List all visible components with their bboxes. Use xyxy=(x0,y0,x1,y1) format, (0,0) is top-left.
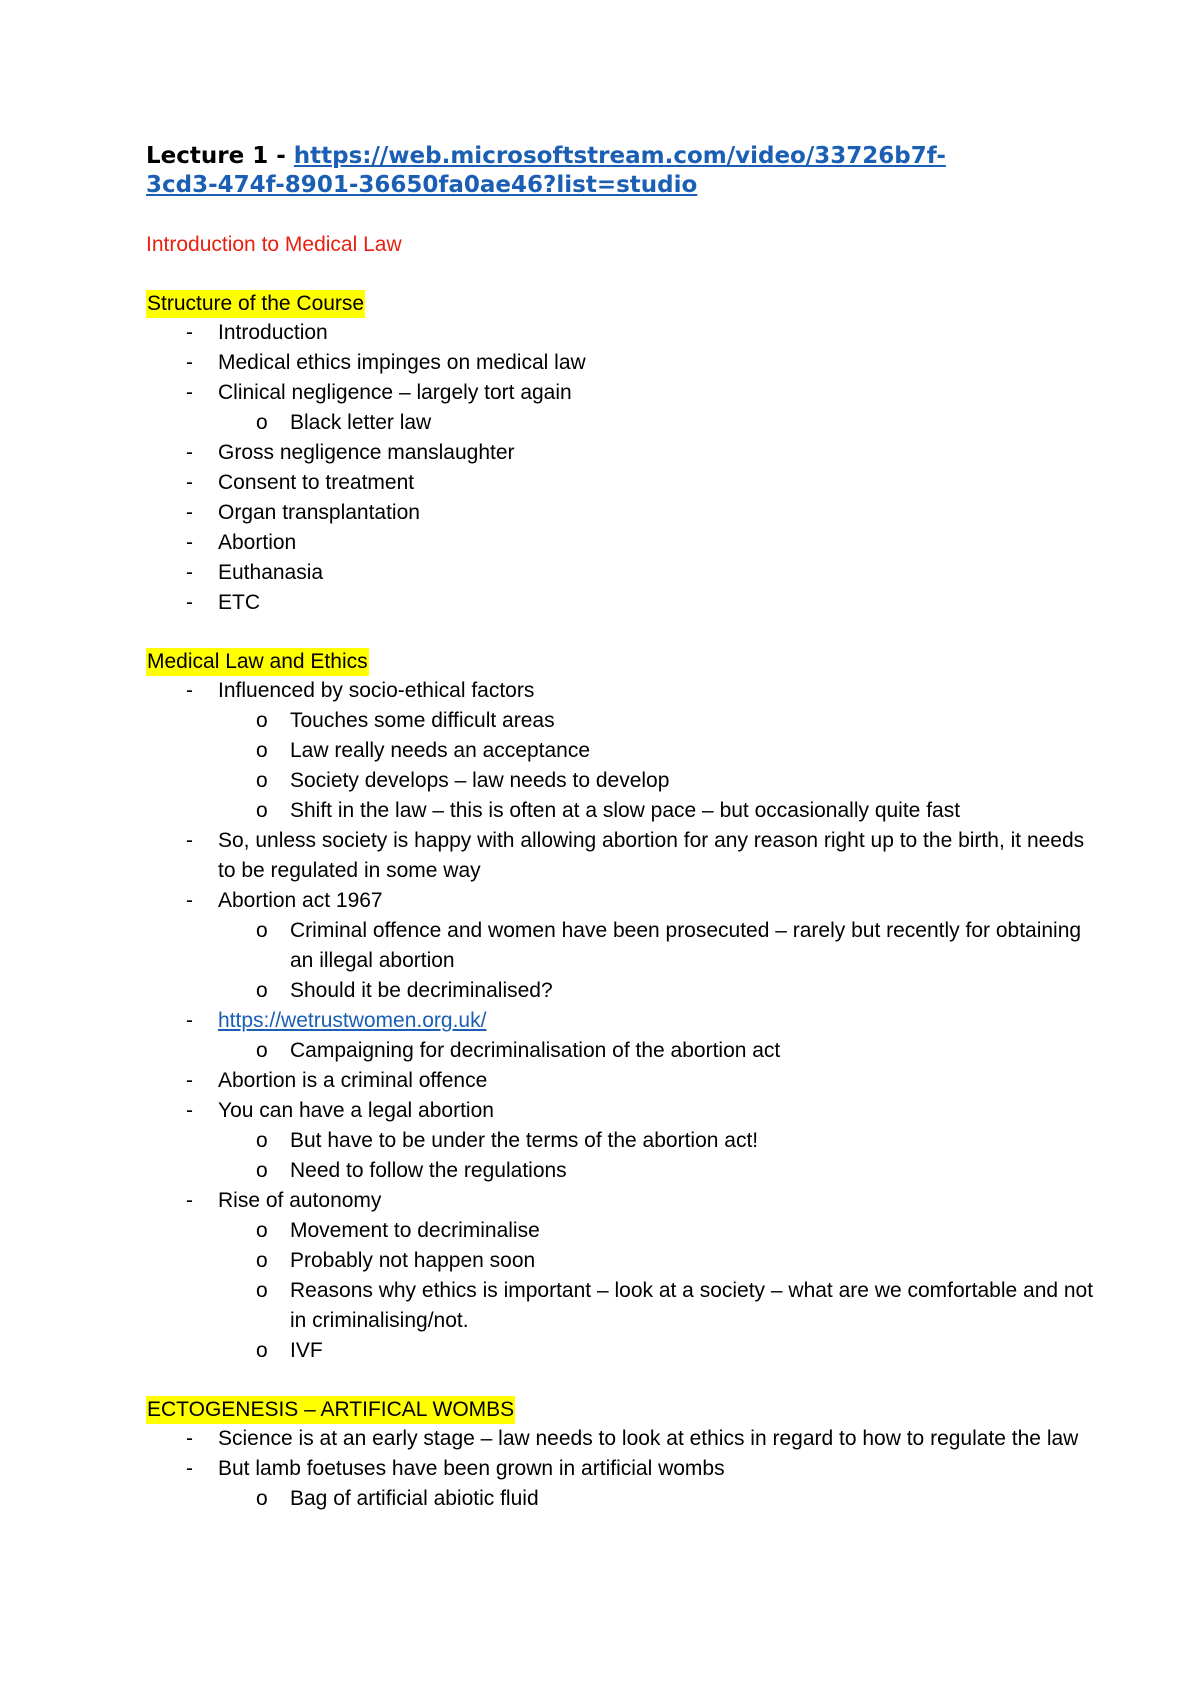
sub-list-item-text: Law really needs an acceptance xyxy=(290,739,591,762)
bullet-list xyxy=(146,1424,1106,1514)
list-item-text: Influenced by socio-ethical factors xyxy=(218,679,535,702)
section-heading: Structure of the Course xyxy=(146,290,365,318)
list-item-text: ETC xyxy=(218,591,260,614)
sub-list-item xyxy=(218,1246,1106,1276)
section-heading: Medical Law and Ethics xyxy=(146,648,369,676)
dash-bullet-icon: - xyxy=(186,1069,193,1092)
list-item-text: Abortion act 1967 xyxy=(218,889,383,912)
section xyxy=(146,1366,1106,1514)
sub-list-item xyxy=(218,1336,1106,1366)
dash-bullet-icon: - xyxy=(186,471,193,494)
document-content xyxy=(146,142,1106,1514)
sub-bullet-list xyxy=(146,1126,1106,1186)
sub-list-item-text: Black letter law xyxy=(290,411,432,434)
sub-bullet-list xyxy=(146,916,1106,1006)
sub-list-item xyxy=(218,796,1106,826)
sub-list-item xyxy=(218,1126,1106,1156)
sub-list-item xyxy=(218,1484,1106,1514)
sub-list-item-text: Should it be decriminalised? xyxy=(290,979,553,1002)
sub-list-item xyxy=(218,1216,1106,1246)
sections-container xyxy=(146,260,1106,1514)
circle-bullet-icon: o xyxy=(256,1249,268,1272)
list-item-text: Introduction xyxy=(218,321,328,344)
circle-bullet-icon: o xyxy=(256,1039,268,1062)
sub-list-item xyxy=(218,766,1106,796)
list-item xyxy=(146,676,1106,826)
sub-list-item xyxy=(218,1276,1106,1336)
list-item xyxy=(146,468,1106,498)
dash-bullet-icon: - xyxy=(186,441,193,464)
circle-bullet-icon: o xyxy=(256,1487,268,1510)
list-item-text: Medical ethics impinges on medical law xyxy=(218,351,586,374)
sub-list-item-text: Probably not happen soon xyxy=(290,1249,536,1272)
list-item xyxy=(146,378,1106,438)
list-item-text: Clinical negligence – largely tort again xyxy=(218,381,572,404)
sub-list-item-text: Campaigning for decriminalisation of the abortion act xyxy=(290,1039,781,1062)
sub-bullet-list xyxy=(146,1484,1106,1514)
circle-bullet-icon: o xyxy=(256,1159,268,1182)
list-item xyxy=(146,1006,1106,1066)
sub-bullet-list xyxy=(146,1036,1106,1066)
sub-list-item-text: Bag of artificial abiotic fluid xyxy=(290,1487,539,1510)
section xyxy=(146,618,1106,1366)
sub-list-item-text: Need to follow the regulations xyxy=(290,1159,567,1182)
lecture-video-link-line1[interactable]: https://web.microsoftstream.com/video/33726b7f- xyxy=(293,143,946,169)
sub-list-item xyxy=(218,916,1106,976)
sub-list-item-text: But have to be under the terms of the abortion act! xyxy=(290,1129,759,1152)
dash-bullet-icon: - xyxy=(186,679,193,702)
dash-bullet-icon: - xyxy=(186,889,193,912)
circle-bullet-icon: o xyxy=(256,919,268,942)
list-item xyxy=(146,348,1106,378)
sub-list-item-text: Society develops – law needs to develop xyxy=(290,769,670,792)
list-item xyxy=(146,1066,1106,1096)
dash-bullet-icon: - xyxy=(186,381,193,404)
circle-bullet-icon: o xyxy=(256,739,268,762)
list-item-text: So, unless society is happy with allowing abortion for any reason right up to the birth, it needs to be regulated in some way xyxy=(218,829,1085,882)
circle-bullet-icon: o xyxy=(256,1129,268,1152)
dash-bullet-icon: - xyxy=(186,1457,193,1480)
sub-list-item xyxy=(218,1156,1106,1186)
sub-list-item xyxy=(218,408,1106,438)
list-item xyxy=(146,826,1106,886)
list-item-text: Gross negligence manslaughter xyxy=(218,441,515,464)
sub-list-item-text: Criminal offence and women have been prosecuted – rarely but recently for obtaining an illegal abortion xyxy=(290,919,1082,972)
lecture-title xyxy=(146,142,1106,200)
list-item-text: Abortion is a criminal offence xyxy=(218,1069,488,1092)
list-item-text: You can have a legal abortion xyxy=(218,1099,494,1122)
sub-bullet-list xyxy=(146,1216,1106,1366)
sub-list-item xyxy=(218,1036,1106,1066)
list-item-text: Abortion xyxy=(218,531,297,554)
sub-list-item-text: Reasons why ethics is important – look at a society – what are we comfortable and not in criminalising/not. xyxy=(290,1279,1094,1332)
list-item-text: Euthanasia xyxy=(218,561,324,584)
list-item xyxy=(146,1096,1106,1186)
dash-bullet-icon: - xyxy=(186,829,193,852)
list-item-text: Rise of autonomy xyxy=(218,1189,382,1212)
sub-list-item-text: IVF xyxy=(290,1339,323,1362)
circle-bullet-icon: o xyxy=(256,1339,268,1362)
list-item-text: Consent to treatment xyxy=(218,471,415,494)
sub-list-item xyxy=(218,736,1106,766)
dash-bullet-icon: - xyxy=(186,1009,193,1032)
sub-bullet-list xyxy=(146,408,1106,438)
sub-list-item xyxy=(218,706,1106,736)
list-item xyxy=(146,1454,1106,1514)
sub-list-item-text: Shift in the law – this is often at a slow pace – but occasionally quite fast xyxy=(290,799,961,822)
list-item xyxy=(146,528,1106,558)
list-item xyxy=(146,438,1106,468)
sub-list-item-text: Touches some difficult areas xyxy=(290,709,555,732)
list-item xyxy=(146,886,1106,1006)
list-item xyxy=(146,1186,1106,1366)
lecture-video-link-line2[interactable]: 3cd3-474f-8901-36650fa0ae46?list=studio xyxy=(146,172,698,198)
dash-bullet-icon: - xyxy=(186,1189,193,1212)
circle-bullet-icon: o xyxy=(256,1279,268,1302)
list-item-text: But lamb foetuses have been grown in artificial wombs xyxy=(218,1457,725,1480)
sub-list-item-text: Movement to decriminalise xyxy=(290,1219,540,1242)
list-item xyxy=(146,498,1106,528)
sub-list-item xyxy=(218,976,1106,1006)
dash-bullet-icon: - xyxy=(186,1427,193,1450)
dash-bullet-icon: - xyxy=(186,591,193,614)
dash-bullet-icon: - xyxy=(186,501,193,524)
list-item xyxy=(146,558,1106,588)
lecture-title-prefix: Lecture 1 - xyxy=(146,143,294,169)
dash-bullet-icon: - xyxy=(186,1099,193,1122)
circle-bullet-icon: o xyxy=(256,979,268,1002)
circle-bullet-icon: o xyxy=(256,769,268,792)
campaign-link[interactable]: https://wetrustwomen.org.uk/ xyxy=(218,1009,487,1032)
circle-bullet-icon: o xyxy=(256,411,268,434)
bullet-list xyxy=(146,318,1106,618)
list-item xyxy=(146,588,1106,618)
dash-bullet-icon: - xyxy=(186,531,193,554)
list-item-text: Organ transplantation xyxy=(218,501,420,524)
circle-bullet-icon: o xyxy=(256,709,268,732)
dash-bullet-icon: - xyxy=(186,561,193,584)
dash-bullet-icon: - xyxy=(186,321,193,344)
sub-bullet-list xyxy=(146,706,1106,826)
document-subtitle: Introduction to Medical Law xyxy=(146,233,402,256)
list-item xyxy=(146,318,1106,348)
circle-bullet-icon: o xyxy=(256,1219,268,1242)
list-item-text: Science is at an early stage – law needs to look at ethics in regard to how to regulate the law xyxy=(218,1427,1079,1450)
section xyxy=(146,260,1106,618)
circle-bullet-icon: o xyxy=(256,799,268,822)
dash-bullet-icon: - xyxy=(186,351,193,374)
list-item xyxy=(146,1424,1106,1454)
section-heading: ECTOGENESIS – ARTIFICAL WOMBS xyxy=(146,1396,515,1424)
bullet-list xyxy=(146,676,1106,1366)
